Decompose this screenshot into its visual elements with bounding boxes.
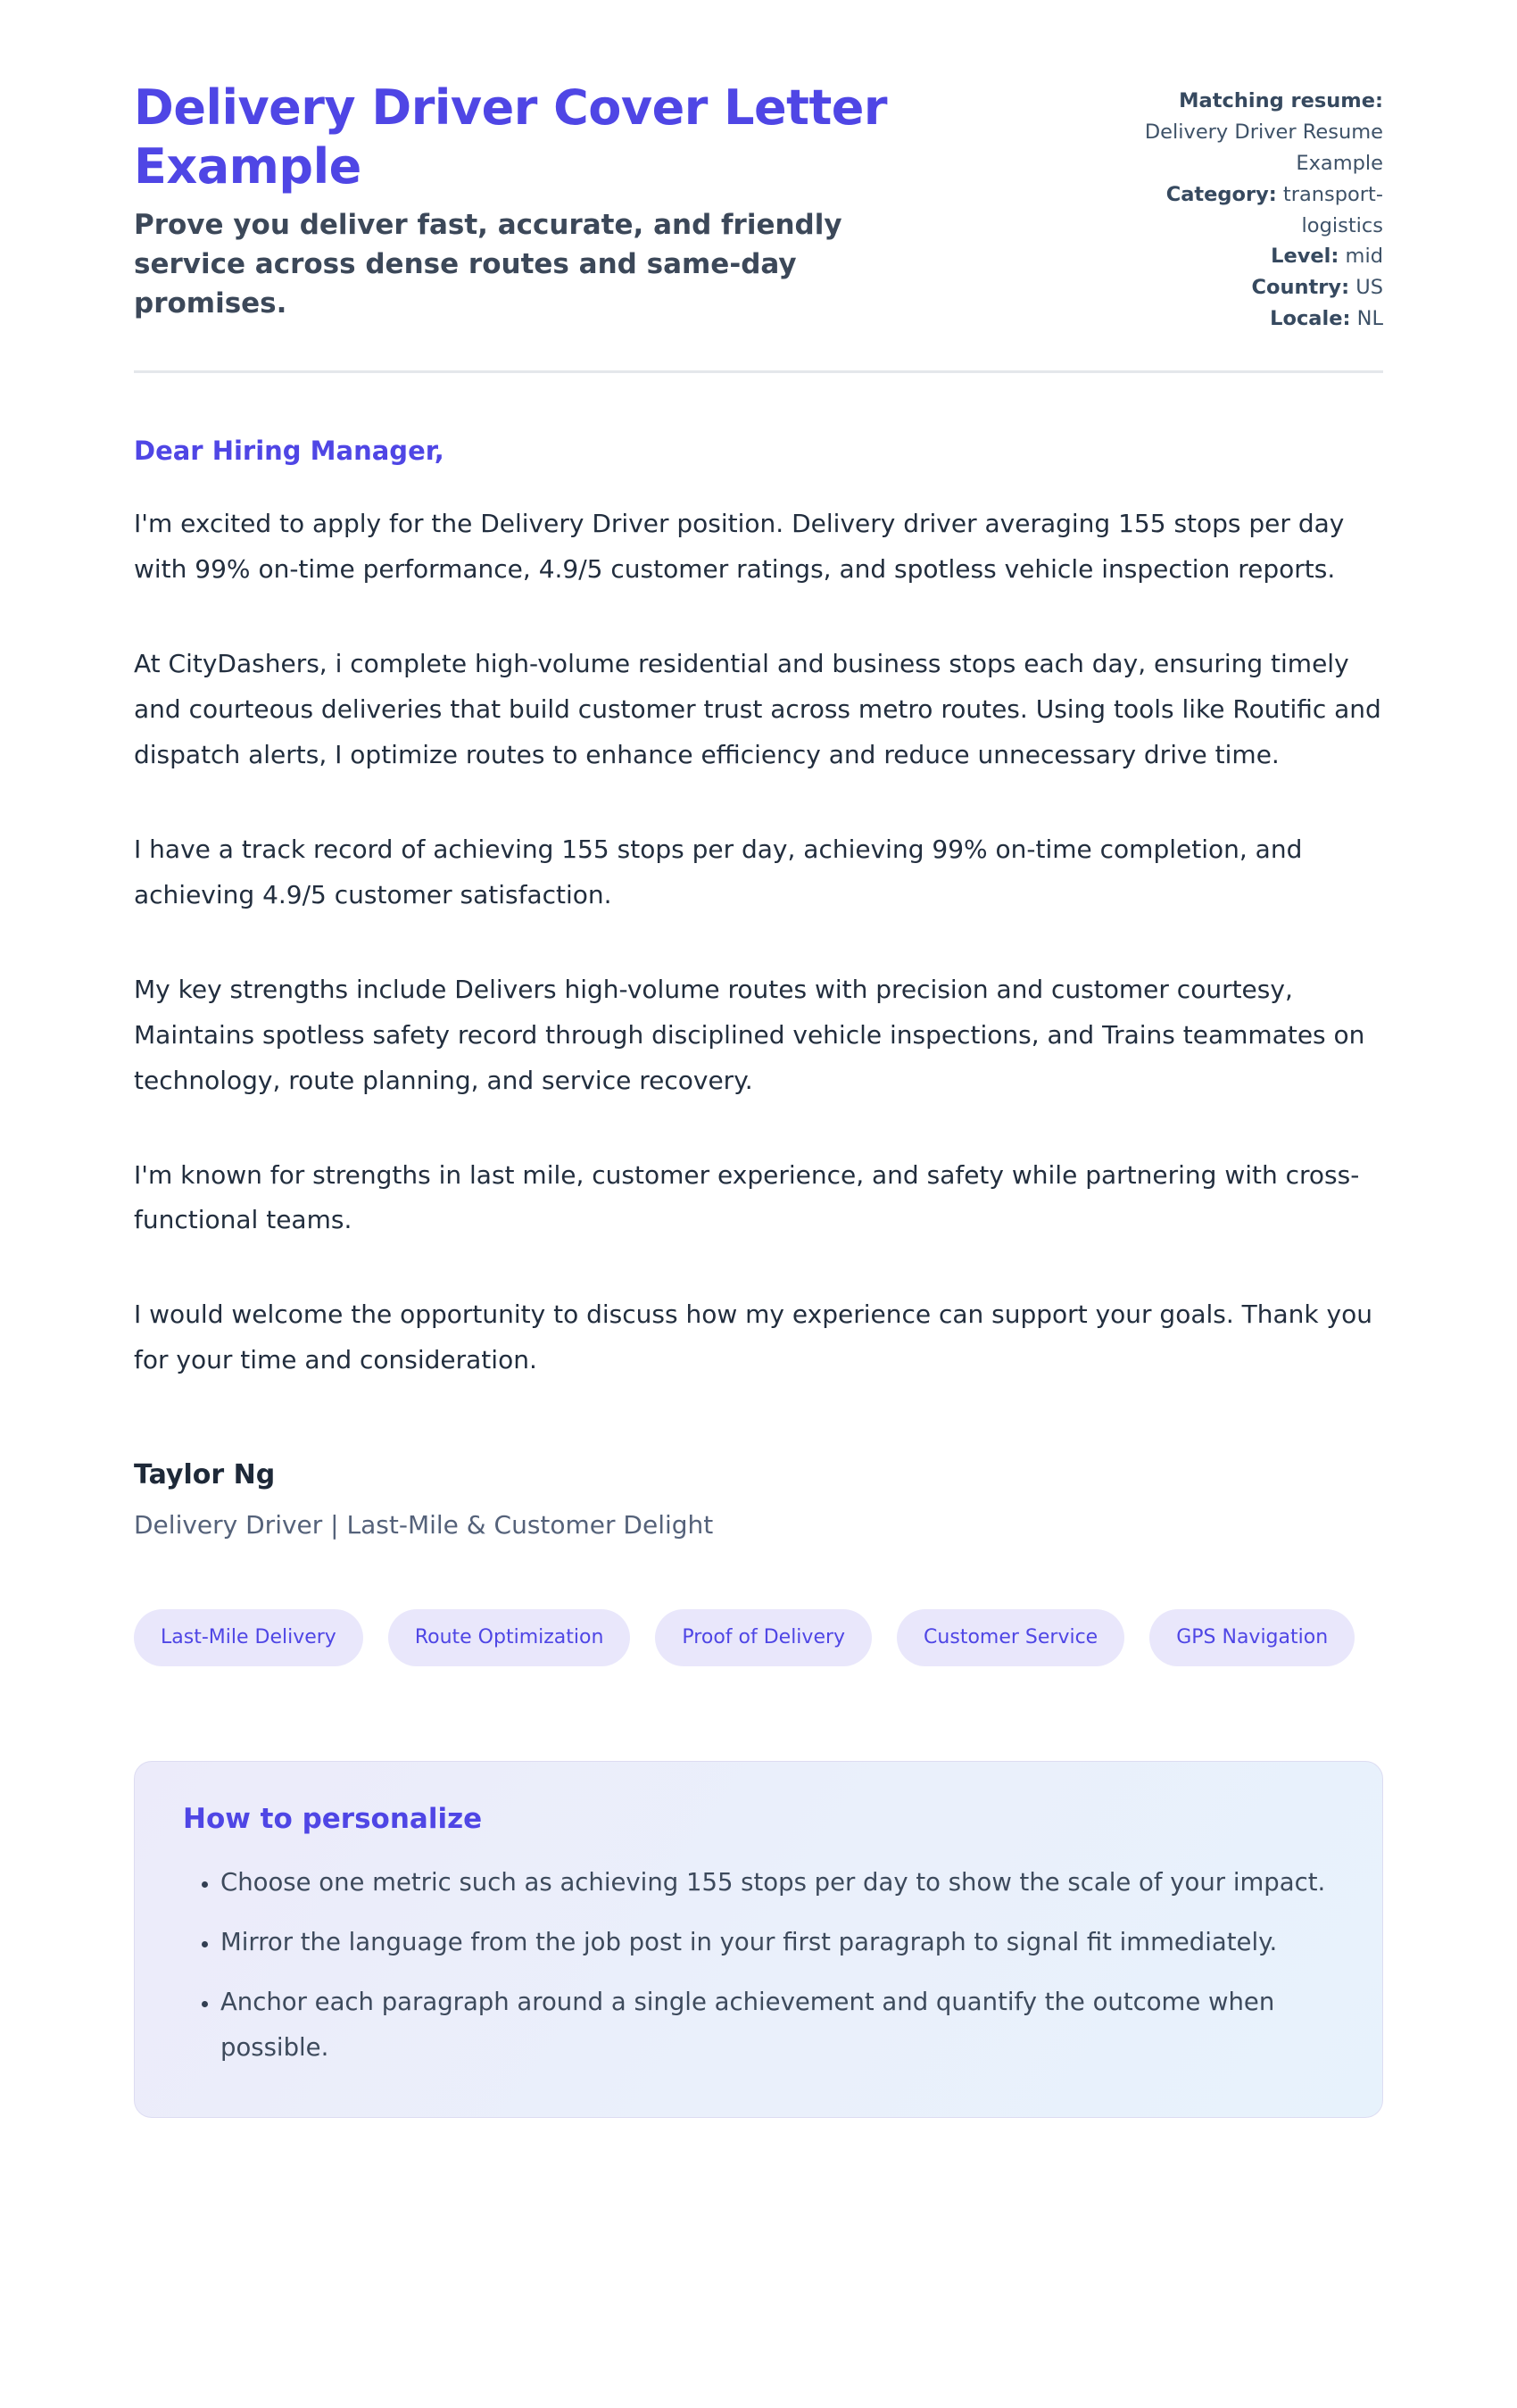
meta-value: transport-logistics	[1282, 182, 1383, 237]
letter-paragraph: At CityDashers, i complete high-volume residential and business stops each day, ensuring timely and courteous deliveries that build customer trust across metro routes. Using tools like Routific and dispatch alerts, I optimize routes to enhance efficiency and reduce unnecessary drive time.	[134, 648, 1381, 769]
meta-value: US	[1355, 276, 1383, 300]
personalize-tip: • Choose one metric such as achieving 155 stops per day to show the scale of your impact.	[220, 1860, 1327, 1906]
header-title-block	[134, 79, 1053, 323]
letter-greeting: Dear Hiring Manager,	[134, 436, 444, 466]
letter-paragraph: I would welcome the opportunity to discuss how my experience can support your goals. Thank you for your time and consideration.	[134, 1299, 1372, 1375]
page-header	[134, 79, 1383, 335]
meta-label: Country:	[1251, 276, 1350, 300]
resume-meta-list	[1102, 79, 1383, 335]
page-title: Delivery Driver Cover Letter Example	[134, 79, 888, 195]
cover-letter-body	[134, 436, 1383, 1540]
meta-value: mid	[1345, 245, 1383, 269]
meta-row-locale	[1102, 303, 1383, 335]
letter-paragraph: I have a track record of achieving 155 stops per day, achieving 99% on-time completion, and achieving 4.9/5 customer satisfaction.	[134, 834, 1303, 909]
meta-label: Locale:	[1270, 307, 1351, 331]
meta-row-category	[1102, 179, 1383, 242]
meta-row-level	[1102, 241, 1383, 272]
letter-paragraph: I'm excited to apply for the Delivery Driver position. Delivery driver averaging 155 stops per day with 99% on-time performance, 4.9/5 customer ratings, and spotless vehicle inspection reports.	[134, 509, 1345, 584]
signature-title: Delivery Driver | Last-Mile & Customer Delight	[134, 1510, 714, 1540]
meta-label: Matching resume:	[1179, 89, 1383, 112]
meta-label: Category:	[1165, 182, 1277, 206]
letter-paragraph: I'm known for strengths in last mile, customer experience, and safety while partnering with cross-functional teams.	[134, 1159, 1360, 1235]
tag-chip-customer-service[interactable]: Customer Service	[897, 1609, 1124, 1666]
meta-row-matching-resume	[1102, 86, 1383, 179]
tag-chip-last-mile-delivery[interactable]: Last-Mile Delivery	[134, 1609, 363, 1666]
meta-row-country	[1102, 272, 1383, 303]
page-subtitle: Prove you deliver fast, accurate, and friendly service across dense routes and same-day promises.	[134, 208, 842, 320]
skill-tag-list	[134, 1609, 1383, 1666]
tag-chip-proof-of-delivery[interactable]: Proof of Delivery	[655, 1609, 872, 1666]
personalize-tip: • Anchor each paragraph around a single achievement and quantify the outcome when possible.	[220, 1980, 1327, 2071]
tag-chip-gps-navigation[interactable]: GPS Navigation	[1149, 1609, 1355, 1666]
header-divider	[134, 370, 1383, 373]
tag-chip-route-optimization[interactable]: Route Optimization	[388, 1609, 631, 1666]
personalize-card	[134, 1761, 1383, 2118]
meta-value: Delivery Driver Resume Example	[1144, 120, 1383, 175]
signature-name: Taylor Ng	[134, 1459, 276, 1491]
personalize-tip-list	[183, 1860, 1334, 2071]
personalize-heading: How to personalize	[183, 1803, 483, 1836]
meta-value: NL	[1356, 307, 1383, 331]
personalize-tip: • Mirror the language from the job post in your first paragraph to signal fit immediately.	[220, 1920, 1327, 1965]
letter-paragraph: My key strengths include Delivers high-volume routes with precision and customer courtesy, Maintains spotless safety record through disciplined vehicle inspections, and Trains teammates on technology, route planning, and service recovery.	[134, 974, 1365, 1095]
meta-label: Level:	[1271, 245, 1339, 269]
